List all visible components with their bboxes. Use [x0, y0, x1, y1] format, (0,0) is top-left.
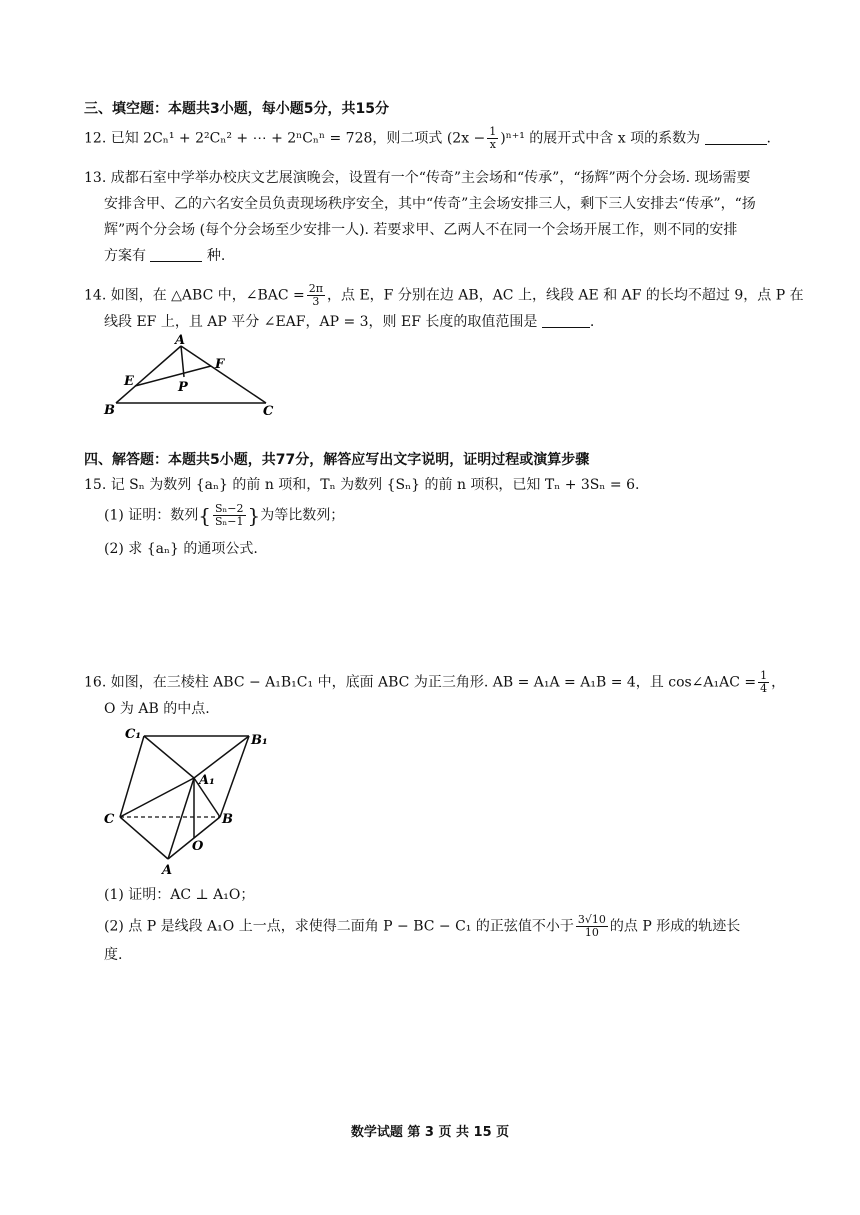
page-footer: 数学试题 第 3 页 共 15 页 [350, 1125, 510, 1140]
question-12 [84, 126, 771, 151]
segment-ac [181, 346, 266, 403]
q13-answer-blank[interactable] [150, 247, 202, 262]
q14-line-1-before: 14. 如图，在 △ABC 中，∠BAC = [84, 287, 305, 304]
q16-line-1-after: ， [771, 674, 786, 691]
label-f: F [215, 357, 225, 372]
label-a-prism: A [162, 863, 173, 878]
q15-brace-left: { [198, 503, 212, 528]
label-b1: B₁ [251, 733, 268, 748]
q12-end: . [766, 130, 771, 147]
edge-b1-b [220, 736, 249, 817]
label-o: O [192, 839, 204, 854]
q13-line-2: 安排含甲、乙的六名安全员负责现场秩序安全，其中“传奇”主会场安排三人，剩下三人安排去“传承”，“扬 [104, 196, 756, 212]
q16-part-2-before: (2) 点 P 是线段 A₁O 上一点，求使得二面角 P − BC − C₁ 的正弦值不小于 [104, 918, 574, 935]
q14-line-2-after: . [589, 314, 595, 330]
q16-line-1 [84, 670, 785, 695]
q14-fraction [307, 283, 325, 308]
section-4-title: 四、解答题：本题共5小题，共77分，解答应写出文字说明，证明过程或演算步骤 [84, 452, 590, 468]
q14-frac-num: 2π [308, 282, 324, 295]
q16-cos-num: 1 [760, 669, 768, 682]
q15-part-2: (2) 求 {aₙ} 的通项公式. [104, 541, 258, 557]
prism-figure [98, 722, 288, 882]
section-3-title: 三、填空题：本题共3小题，每小题5分，共15分 [84, 101, 389, 117]
label-b-prism: B [222, 812, 233, 827]
q14-line-1 [84, 283, 804, 308]
label-b: B [104, 403, 115, 418]
q16-part-2-line-2: 度. [104, 947, 123, 963]
q14-line-2-before: 线段 EF 上，且 AP 平分 ∠EAF，AP = 3，则 EF 长度的取值范围是 [104, 314, 538, 330]
q15-part-1-before: (1) 证明：数列 [104, 507, 199, 524]
q16-sine-den: 10 [584, 926, 599, 939]
q13-line-1: 13. 成都石室中学举办校庆文艺展演晚会，设置有一个“传奇”主会场和“传承”，“扬辉”两个分会场. 现场需要 [84, 170, 751, 186]
q14-line-2 [104, 311, 594, 333]
q15-part-1-after: 为等比数列； [260, 507, 345, 524]
edge-c-a [120, 817, 168, 859]
q13-line-4-after: 种. [206, 248, 226, 264]
q12-text-before: 12. 已知 2Cₙ¹ + 2²Cₙ² + ⋯ + 2ⁿCₙⁿ = 728，则二项式 (2x − [84, 130, 486, 147]
triangle-abc-figure [98, 332, 288, 422]
q12-fraction [487, 126, 498, 151]
label-a1: A₁ [199, 773, 215, 788]
q16-sine-num: 3√10 [577, 913, 606, 926]
q16-sine-fraction [576, 914, 608, 939]
q12-answer-blank[interactable] [705, 130, 767, 145]
q15-part-1 [104, 503, 344, 528]
q16-line-1-before: 16. 如图，在三棱柱 ABC − A₁B₁C₁ 中，底面 ABC 为正三角形. AB = A₁A = A₁B = 4，且 cos∠A₁AC = [84, 674, 757, 691]
q14-frac-den: 3 [312, 295, 320, 308]
label-p: P [178, 380, 188, 395]
q15-frac-num: Sₙ−2 [215, 502, 244, 515]
label-e: E [124, 374, 134, 389]
q16-cos-den: 4 [760, 682, 768, 695]
q16-part-2-after: 的点 P 形成的轨迹长 [609, 918, 741, 935]
q16-part-1: (1) 证明：AC ⊥ A₁O； [104, 887, 255, 903]
q15-brace-right: } [247, 503, 261, 528]
q15-frac-den: Sₙ−1 [215, 515, 244, 528]
label-c: C [263, 404, 274, 419]
q16-line-2: O 为 AB 的中点. [104, 701, 210, 717]
q14-line-1-after: ，点 E，F 分别在边 AB，AC 上，线段 AE 和 AF 的长均不超过 9，点 P 在 [327, 287, 804, 304]
label-c1: C₁ [125, 727, 142, 742]
q16-cos-fraction [758, 670, 769, 695]
q13-line-4-before: 方案有 [104, 248, 146, 264]
q15-fraction [213, 503, 246, 528]
q13-line-4 [104, 245, 225, 267]
label-c-prism: C [104, 812, 115, 827]
label-a: A [175, 333, 186, 348]
segment-ap [181, 346, 184, 377]
edge-c1-a1 [144, 736, 194, 778]
q12-frac-den: x [489, 138, 496, 151]
q12-frac-num: 1 [489, 125, 497, 138]
q13-line-3: 辉”两个分会场 (每个分会场至少安排一人). 若要求甲、乙两人不在同一个会场开展工作，则不同的安排 [104, 222, 738, 238]
q12-text-after: )ⁿ⁺¹ 的展开式中含 x 项的系数为 [500, 130, 701, 147]
q16-part-2 [104, 914, 740, 939]
q15-line-1: 15. 记 Sₙ 为数列 {aₙ} 的前 n 项和，Tₙ 为数列 {Sₙ} 的前 n 项积，已知 Tₙ + 3Sₙ = 6. [84, 477, 640, 493]
q14-answer-blank[interactable] [542, 313, 590, 328]
edge-c1-c [120, 736, 144, 817]
